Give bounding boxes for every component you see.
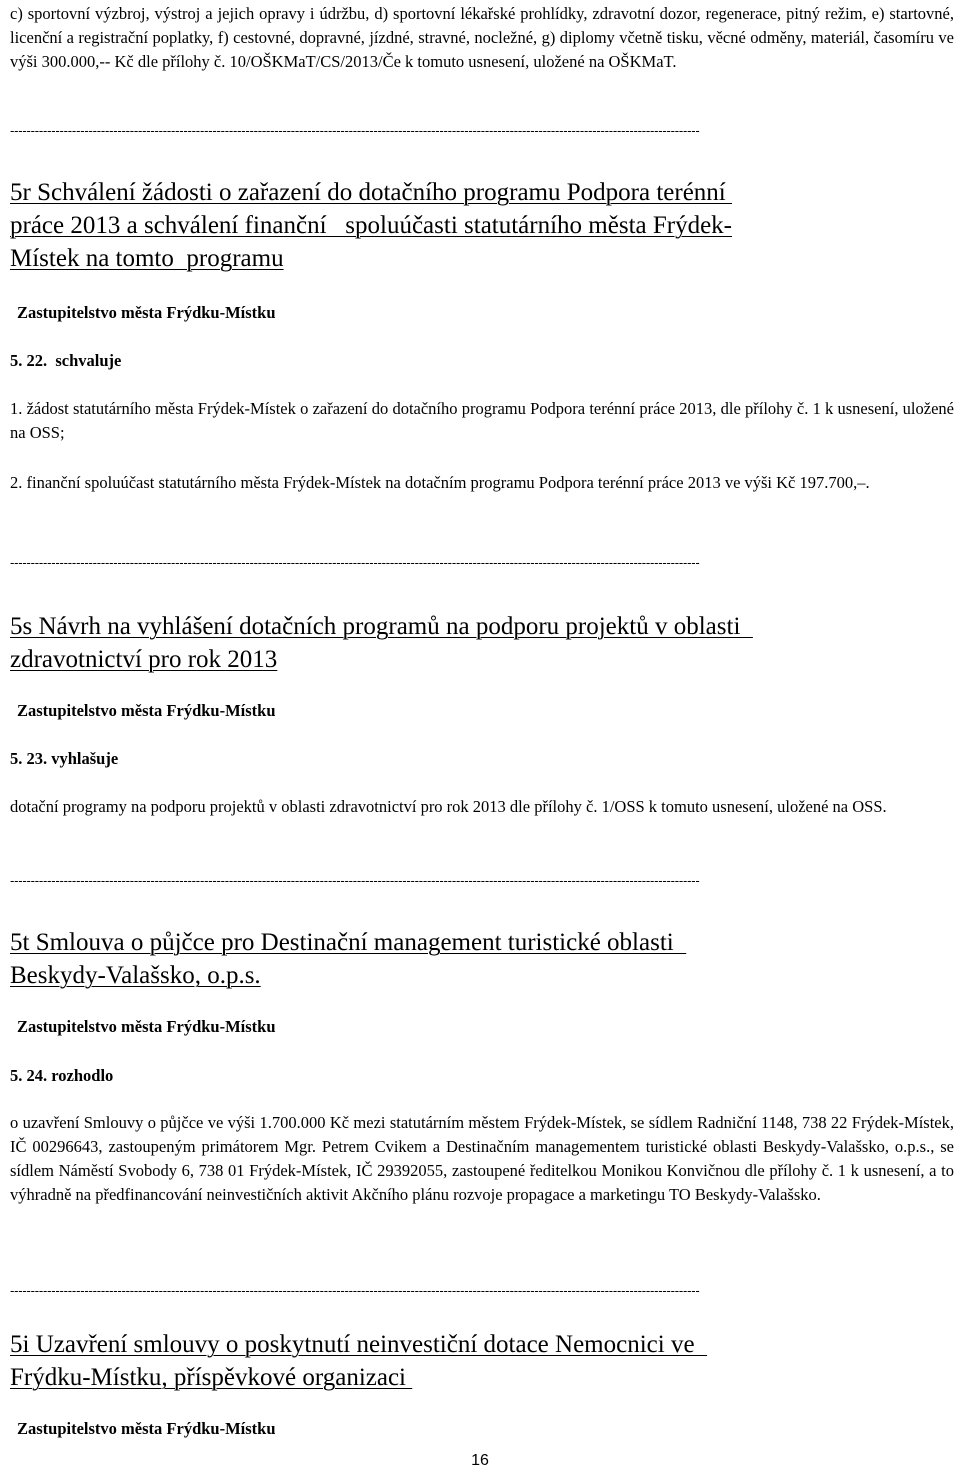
council-name: Zastupitelstvo města Frýdku-Místku bbox=[17, 701, 276, 720]
separator-line: ----------------------------------------------------------------------------------------------------------------------------------------------------------------------- bbox=[10, 1283, 700, 1298]
heading-line: Beskydy-Valašsko, o.p.s. bbox=[10, 962, 261, 989]
resolution-number: 5. 22. schvaluje bbox=[10, 351, 122, 370]
heading-line: 5i Uzavření smlouvy o poskytnutí neinvestiční dotace Nemocnici ve bbox=[10, 1331, 708, 1358]
heading-line: zdravotnictví pro rok 2013 bbox=[10, 646, 278, 673]
resolution-item: o uzavření Smlouvy o půjčce ve výši 1.700.000 Kč mezi statutárním městem Frýdek-Místek, se sídlem Radniční 1148, 738 22 Frýdek-Místek, IČ 00296643, zastoupeným primátorem Mgr. Petrem Cvikem a Destinačním managementem turistické oblasti Beskydy-Valašsko, o.p.s., se sídlem Náměstí Svobody 6, 738 01 Frýdek-Místek, IČ 29392055, zastoupené ředitelkou Monikou Konvičnou dle přílohy č. 1 k usnesení, a to výhradně na předfinancování neinvestičních aktivit Akčního plánu rozvoje propagace a marketingu TO Beskydy-Valašsko. bbox=[10, 1113, 954, 1204]
separator-line: ----------------------------------------------------------------------------------------------------------------------------------------------------------------------- bbox=[10, 873, 700, 888]
council-name: Zastupitelstvo města Frýdku-Místku bbox=[17, 303, 276, 322]
heading-line: Frýdku-Místku, příspěvkové organizaci bbox=[10, 1364, 413, 1391]
section-heading-5t bbox=[10, 926, 954, 992]
council-name: Zastupitelstvo města Frýdku-Místku bbox=[17, 1017, 276, 1036]
separator-line: ----------------------------------------------------------------------------------------------------------------------------------------------------------------------- bbox=[10, 123, 700, 138]
heading-line: 5t Smlouva o půjčce pro Destinační management turistické oblasti bbox=[10, 929, 687, 956]
heading-line: práce 2013 a schválení finanční spoluúčasti statutárního města Frýdek- bbox=[10, 212, 733, 239]
section-heading-5s bbox=[10, 610, 954, 676]
section-heading-5r bbox=[10, 176, 954, 275]
resolution-item: 2. finanční spoluúčast statutárního města Frýdek-Místek na dotačním programu Podpora terénní práce 2013 ve výši Kč 197.700,–. bbox=[10, 473, 870, 492]
heading-line: Místek na tomto programu bbox=[10, 245, 284, 272]
resolution-number: 5. 24. rozhodlo bbox=[10, 1066, 114, 1085]
page-number: 16 bbox=[471, 1452, 489, 1469]
intro-paragraph: c) sportovní výzbroj, výstroj a jejich opravy i údržbu, d) sportovní lékařské prohlídky, zdravotní dozor, regenerace, pitný režim, e) startovné, licenční a registrační poplatky, f) cestovné, dopravné, jízdné, stravné, nocležné, g) diplomy včetně tisku, věcné odměny, materiál, časomíru ve výši 300.000,-- Kč dle přílohy č. 10/OŠKMaT/CS/2013/Če k tomuto usnesení, uložené na OŠKMaT. bbox=[10, 4, 954, 71]
council-name: Zastupitelstvo města Frýdku-Místku bbox=[17, 1419, 276, 1438]
resolution-number: 5. 23. vyhlašuje bbox=[10, 749, 119, 768]
resolution-item: dotační programy na podporu projektů v oblasti zdravotnictví pro rok 2013 dle přílohy č. 1/OSS k tomuto usnesení, uložené na OSS. bbox=[10, 797, 887, 816]
heading-line: 5s Návrh na vyhlášení dotačních programů na podporu projektů v oblasti bbox=[10, 613, 753, 640]
section-heading-5i bbox=[10, 1328, 954, 1394]
heading-line: 5r Schválení žádosti o zařazení do dotačního programu Podpora terénní bbox=[10, 179, 732, 206]
separator-line: ----------------------------------------------------------------------------------------------------------------------------------------------------------------------- bbox=[10, 555, 700, 570]
resolution-item: 1. žádost statutárního města Frýdek-Místek o zařazení do dotačního programu Podpora terénní práce 2013, dle přílohy č. 1 k usnesení, uložené na OSS; bbox=[10, 399, 954, 442]
